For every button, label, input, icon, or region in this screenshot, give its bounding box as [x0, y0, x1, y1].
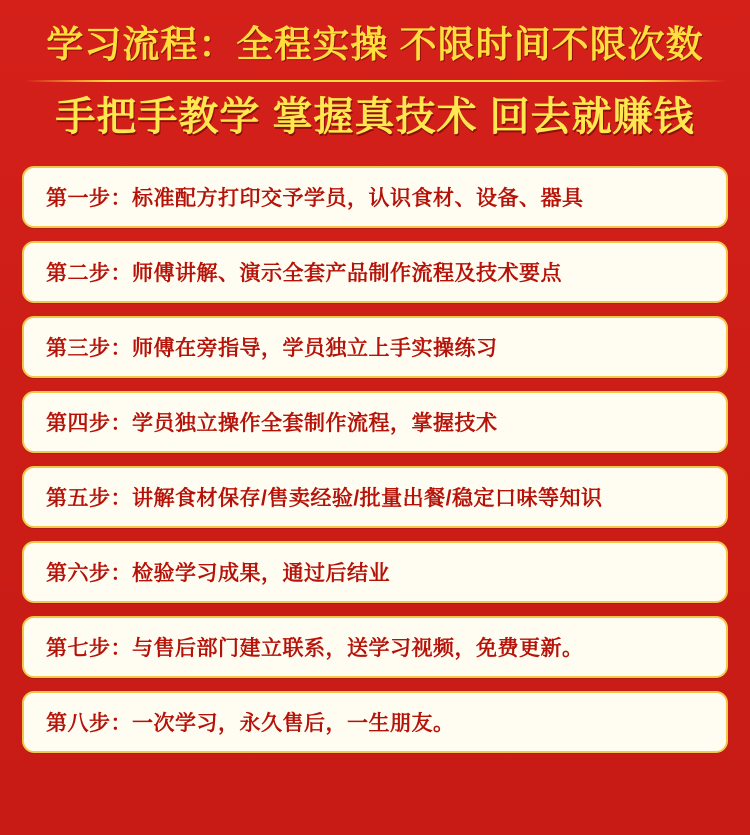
list-item [22, 391, 728, 453]
step-label: 第二步： [46, 262, 132, 286]
header-divider [25, 80, 725, 82]
step-content [46, 332, 498, 362]
step-description: 学员独立操作全套制作流程，掌握技术 [132, 412, 498, 436]
poster-header [0, 0, 750, 148]
step-content [46, 407, 498, 437]
step-label: 第七步： [46, 637, 132, 661]
list-item [22, 541, 728, 603]
step-description: 师傅在旁指导，学员独立上手实操练习 [132, 337, 498, 361]
step-content [46, 257, 562, 287]
step-content [46, 632, 584, 662]
step-description: 一次学习，永久售后，一生朋友。 [132, 712, 455, 736]
step-description: 标准配方打印交予学员，认识食材、设备、器具 [132, 187, 584, 211]
list-item [22, 466, 728, 528]
step-description: 检验学习成果，通过后结业 [132, 562, 390, 586]
step-label: 第六步： [46, 562, 132, 586]
step-list [0, 166, 750, 753]
step-label: 第一步： [46, 187, 132, 211]
list-item [22, 691, 728, 753]
step-label: 第八步： [46, 712, 132, 736]
step-description: 讲解食材保存/售卖经验/批量出餐/稳定口味等知识 [132, 487, 603, 511]
list-item [22, 241, 728, 303]
list-item [22, 316, 728, 378]
step-content [46, 182, 584, 212]
step-description: 师傅讲解、演示全套产品制作流程及技术要点 [132, 262, 562, 286]
step-label: 第五步： [46, 487, 132, 511]
step-description: 与售后部门建立联系，送学习视频，免费更新。 [132, 637, 584, 661]
step-label: 第三步： [46, 337, 132, 361]
list-item [22, 616, 728, 678]
step-content [46, 482, 603, 512]
step-label: 第四步： [46, 412, 132, 436]
step-content [46, 707, 455, 737]
step-content [46, 557, 390, 587]
headline-secondary: 手把手教学 掌握真技术 回去就赚钱 [55, 95, 695, 140]
list-item [22, 166, 728, 228]
headline-primary: 学习流程：全程实操 不限时间不限次数 [46, 24, 704, 65]
